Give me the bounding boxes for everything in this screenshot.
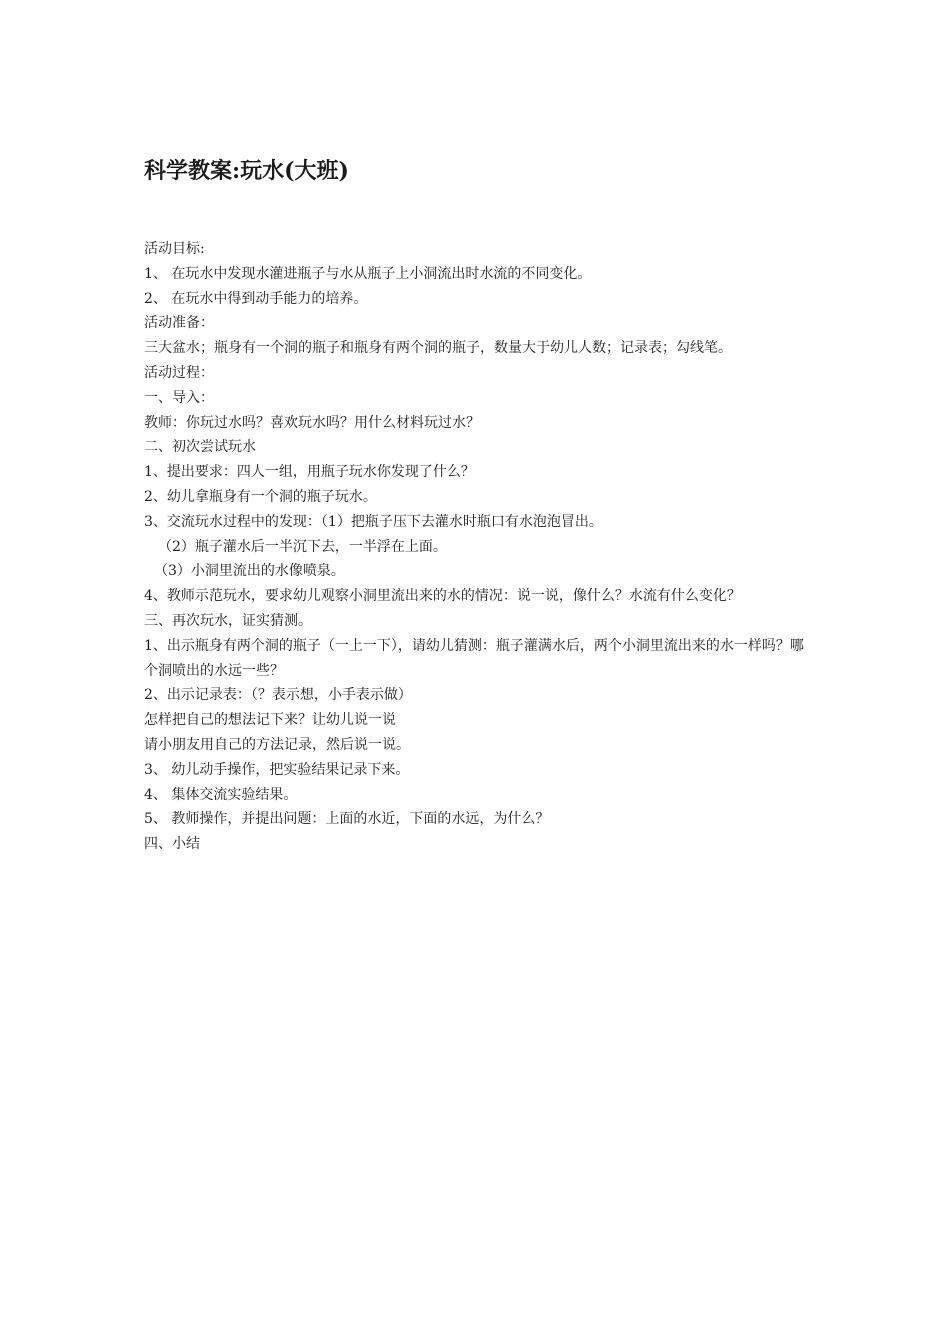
section-heading-process: 活动过程： <box>144 364 214 381</box>
step-heading-intro: 一、导入： <box>144 389 214 406</box>
preparation-text: 三大盆水；瓶身有一个洞的瓶子和瓶身有两个洞的瓶子，数量大于幼儿人数；记录表；勾线笔。 <box>144 340 732 357</box>
second-try-note-1: 怎样把自己的想法记下来？让幼儿说一说 <box>144 712 396 729</box>
second-try-item-4: 4、 集体交流实验结果。 <box>144 786 298 803</box>
page-title: 科学教案:玩水(大班) <box>144 158 349 184</box>
first-try-item-4: 4、教师示范玩水，要求幼儿观察小洞里流出来的水的情况：说一说，像什么？水流有什么变化？ <box>144 588 741 605</box>
second-try-item-3: 3、 幼儿动手操作，把实验结果记录下来。 <box>144 761 410 778</box>
document-body <box>144 237 808 857</box>
section-heading-preparation: 活动准备： <box>144 315 214 332</box>
first-try-item-3-sub-3: （3）小洞里流出的水像喷泉。 <box>154 563 345 580</box>
first-try-item-2: 2、幼儿拿瓶身有一个洞的瓶子玩水。 <box>144 488 377 505</box>
first-try-item-3: 3、交流玩水过程中的发现：（1）把瓶子压下去灌水时瓶口有水泡泡冒出。 <box>144 513 603 530</box>
second-try-note-2: 请小朋友用自己的方法记录，然后说一说。 <box>144 736 410 753</box>
first-try-item-3-sub-2: （2）瓶子灌水后一半沉下去，一半浮在上面。 <box>158 538 447 555</box>
goal-item-1: 1、 在玩水中发现水灌进瓶子与水从瓶子上小洞流出时水流的不同变化。 <box>144 265 592 282</box>
first-try-item-1: 1、提出要求：四人一组，用瓶子玩水你发现了什么？ <box>144 464 475 481</box>
step-heading-first-try: 二、初次尝试玩水 <box>144 439 256 456</box>
second-try-item-5: 5、 教师操作，并提出问题：上面的水近，下面的水远，为什么？ <box>144 811 550 828</box>
second-try-item-1: 1、出示瓶身有两个洞的瓶子（一上一下），请幼儿猜测：瓶子灌满水后，两个小洞里流出来的水一样吗？哪个洞喷出的水远一些？ <box>144 637 804 679</box>
second-try-item-2: 2、出示记录表：（？表示想，小手表示做） <box>144 687 412 704</box>
goal-item-2: 2、 在玩水中得到动手能力的培养。 <box>144 290 368 307</box>
step-heading-second-try: 三、再次玩水，证实猜测。 <box>144 612 312 629</box>
section-heading-goals: 活动目标: <box>144 241 205 257</box>
step-heading-summary: 四、小结 <box>144 836 200 853</box>
intro-teacher-question: 教师：你玩过水吗？喜欢玩水吗？用什么材料玩过水？ <box>144 414 480 431</box>
